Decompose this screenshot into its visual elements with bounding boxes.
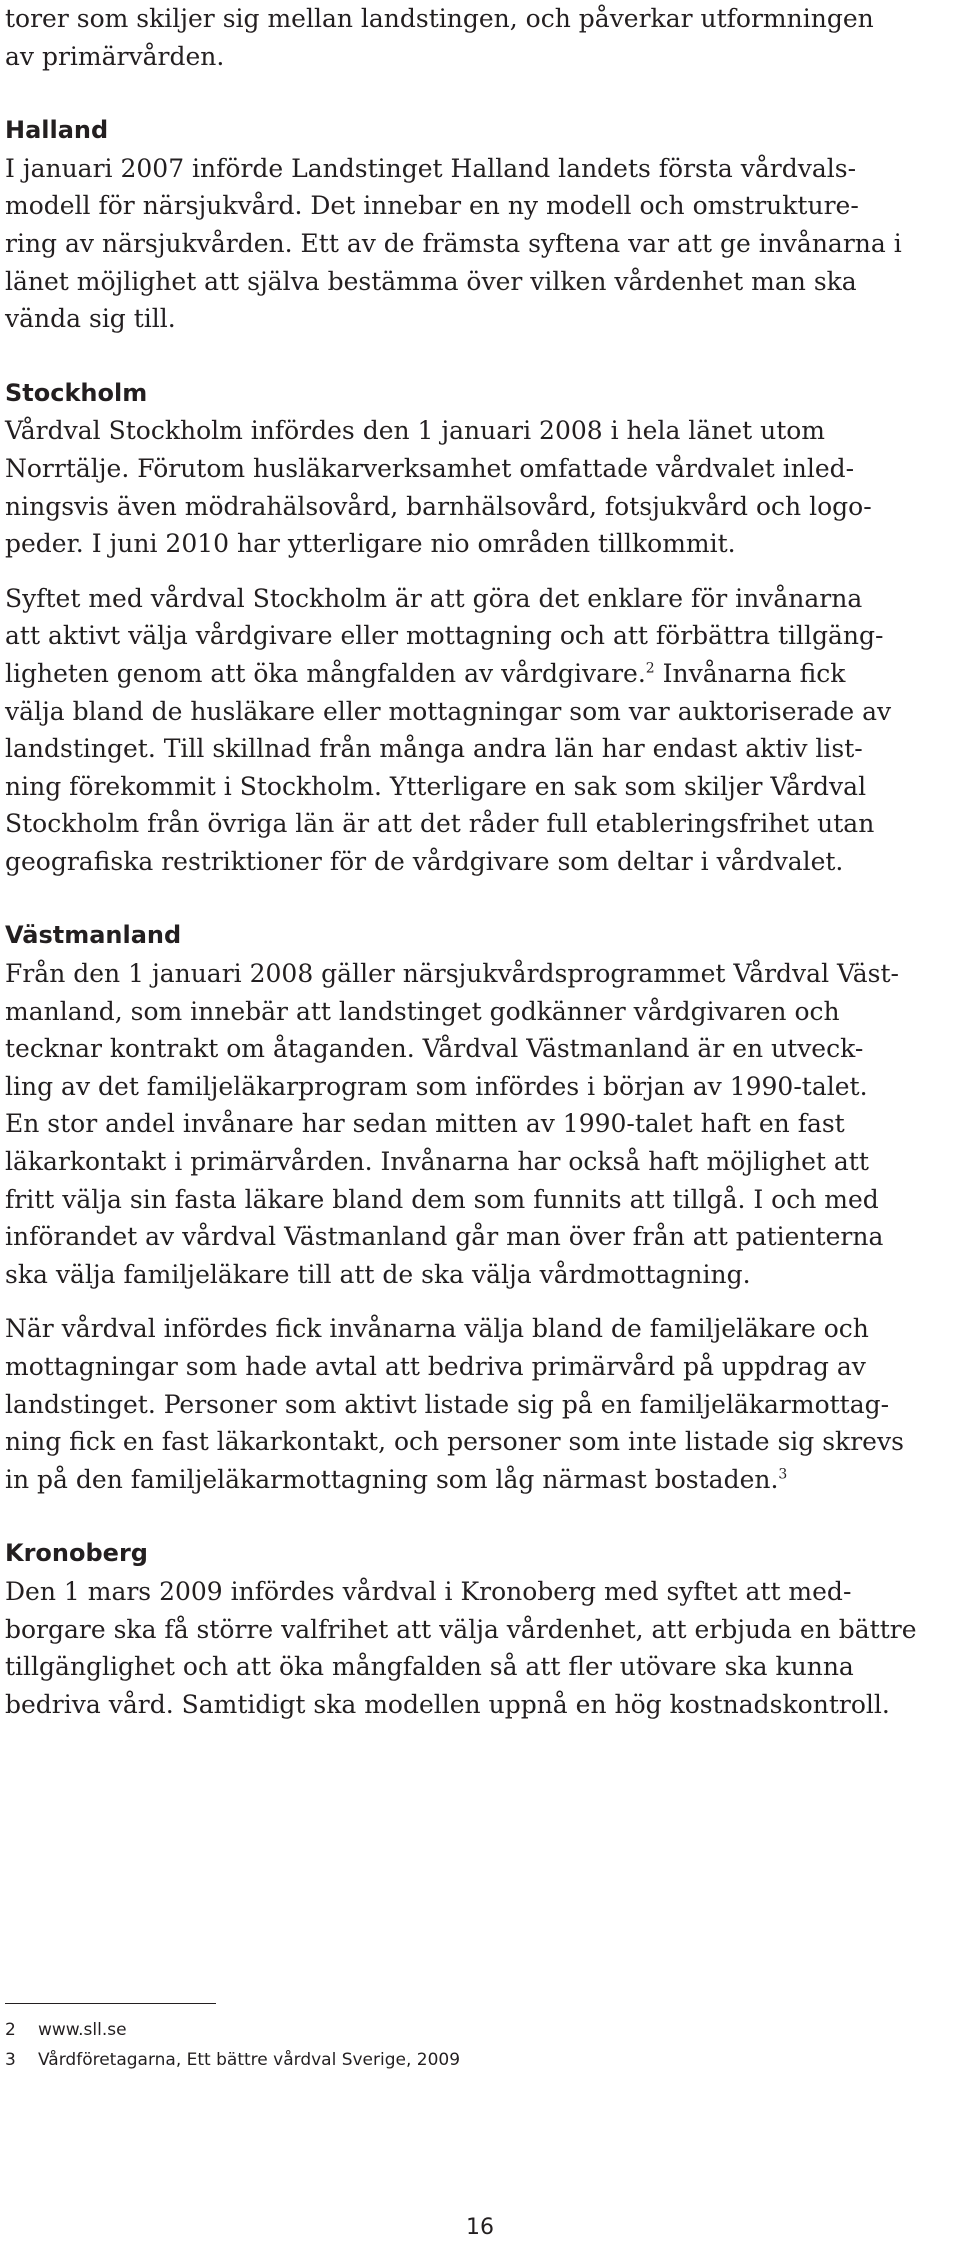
stockholm-paragraph-2: [5, 580, 945, 881]
section-heading-vastmanland: Västmanland: [5, 921, 182, 950]
footnote-number: 2: [5, 2020, 16, 2040]
vastmanland-paragraph-1: Från den 1 januari 2008 gäller närsjukvårdsprogrammet Vårdval Väst- manland, som innebär att landstinget godkänner vårdgivaren och tecknar kontrakt om åtaganden. Vårdval Västmanland är en utveck- ling av det familjeläkarprogram som infördes i början av 1990-talet. En stor andel invånare har sedan mitten av 1990-talet haft en fast läkarkontakt i primärvården. Invånarna har också haft möjlighet att fritt välja sin fasta läkare bland dem som funnits att tillgå. I och med införandet av vårdval Västmanland går man över från att patienterna ska välja familjeläkare till att de ska välja vårdmottagning.: [5, 959, 900, 1289]
section-heading-halland: Halland: [5, 116, 109, 145]
halland-paragraph-1: I januari 2007 införde Landstinget Halland landets första vårdvals- modell för närsjukvård. Det innebar en ny modell och omstrukture- ring av närsjukvården. Ett av de främsta syftena var att ge invånarna i länet möjlighet att själva bestämma över vilken vårdenhet man ska vända sig till.: [5, 153, 902, 334]
footnote-ref-3: 3: [778, 1466, 788, 1483]
stockholm-paragraph-1: Vårdval Stockholm infördes den 1 januari 2008 i hela länet utom Norrtälje. Förutom husläkarverksamhet omfattade vårdvalet inled- ningsvis även mödrahälsovård, barnhälsovård, fotsjukvård och logo- peder. I juni 2010 har ytterligare nio områden tillkommit.: [5, 416, 872, 559]
vastmanland-paragraph-2-text: När vårdval infördes fick invånarna välja bland de familjeläkare och mottagningar som hade avtal att bedriva primärvård på uppdrag av landstinget. Personer som aktivt listade sig på en familjeläkarmottag- ning fick en fast läkarkontakt, och personer som inte listade sig skrevs in på den familjeläkarmottagning som låg närmast bostaden.: [5, 1314, 904, 1494]
section-kronoberg: [5, 1535, 945, 1723]
section-heading-stockholm: Stockholm: [5, 378, 148, 407]
kronoberg-paragraph-1: Den 1 mars 2009 infördes vårdval i Kronoberg med syftet att med- borgare ska få större valfrihet att välja vårdenhet, att erbjuda en bättre tillgänglighet och att öka mångfalden så att fler utövare ska kunna bedriva vård. Samtidigt ska modellen uppnå en hög kostnadskontroll.: [5, 1576, 917, 1719]
body-text: [5, 0, 945, 1723]
section-heading-kronoberg: Kronoberg: [5, 1539, 148, 1568]
footnote-2: [5, 2015, 605, 2045]
section-vastmanland: [5, 917, 945, 1498]
footnote-divider: [5, 2003, 216, 2004]
footnote-text: www.sll.se: [38, 2020, 127, 2040]
intro-paragraph: torer som skiljer sig mellan landstingen, och påverkar utformningen av primärvården.: [5, 4, 874, 71]
section-halland: [5, 112, 945, 338]
stockholm-paragraph-2-text-b: Invånarna fick välja bland de husläkare eller mottagningar som var auktoriserade av landstinget. Till skillnad från många andra län har endast aktiv list- ning förekommit i Stockholm. Ytterligare en sak som skiljer Vårdval Stockholm från övriga län är att det råder full etableringsfrihet utan geografiska restriktioner för de vårdgivare som deltar i vårdvalet.: [5, 658, 892, 876]
stockholm-paragraph-2-text-a: Syftet med vårdval Stockholm är att göra det enklare för invånarna att aktivt välja vårdgivare eller mottagning och att förbättra tillgäng- ligheten genom att öka mångfalden av vårdgivare.: [5, 583, 884, 688]
footnote-ref-2: 2: [645, 660, 655, 677]
footnote-text: Vårdföretagarna, Ett bättre vårdval Sverige, 2009: [38, 2050, 461, 2070]
page-number: 16: [466, 2215, 494, 2240]
vastmanland-paragraph-2: [5, 1310, 945, 1498]
section-stockholm: [5, 375, 945, 881]
footnotes: [5, 2015, 605, 2075]
footnote-number: 3: [5, 2050, 16, 2070]
footnote-3: [5, 2045, 605, 2075]
